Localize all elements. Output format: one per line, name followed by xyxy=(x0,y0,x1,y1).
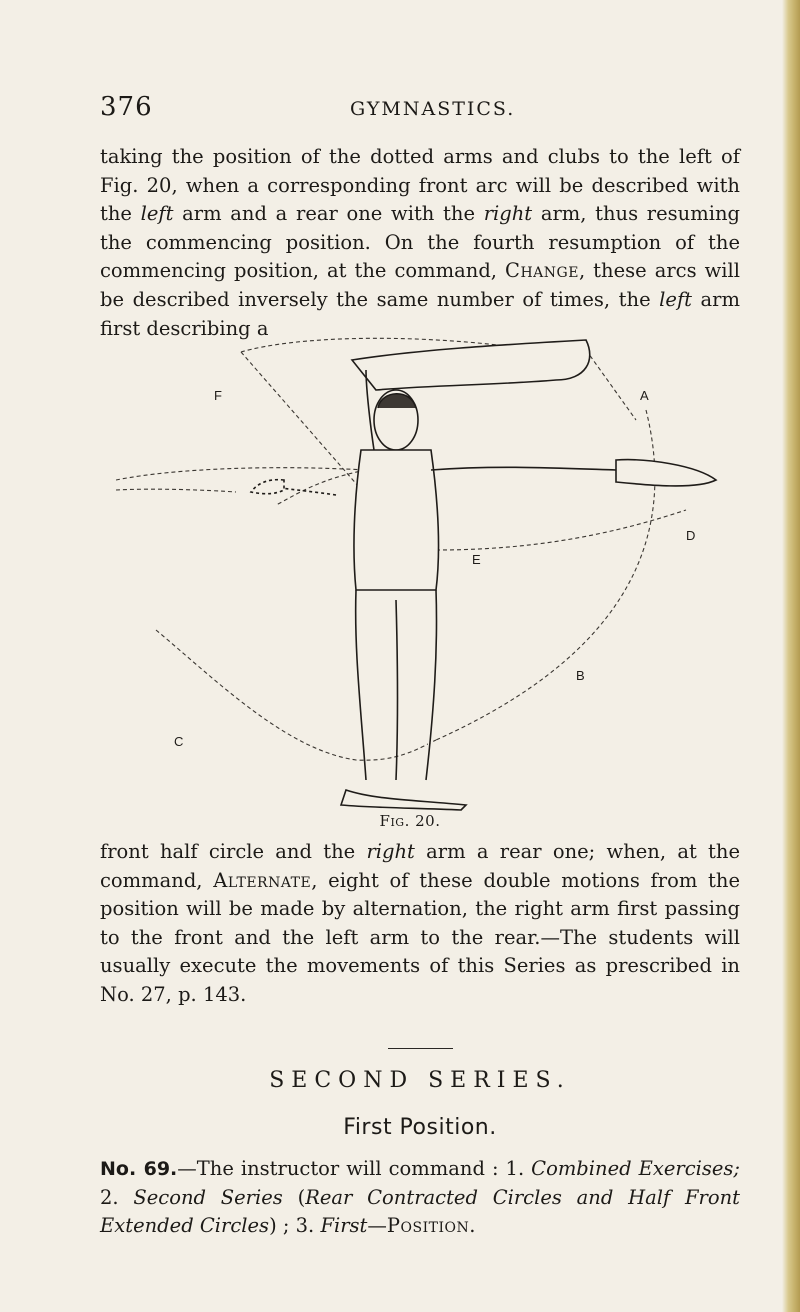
emphasis: right xyxy=(366,840,415,863)
arc-a xyxy=(586,350,636,420)
label-d: D xyxy=(686,528,696,543)
text-run: front half circle and the xyxy=(100,840,367,863)
running-head xyxy=(100,92,740,128)
command-word: Position. xyxy=(386,1214,476,1238)
emphasis: right xyxy=(483,202,533,226)
leg-inner xyxy=(396,600,398,780)
dotted-arm xyxy=(281,488,336,495)
subsection-title: First Position. xyxy=(343,1115,497,1140)
arc-d xyxy=(436,510,686,550)
section-divider xyxy=(388,1048,453,1049)
emphasis: Rear Contracted Circles and Half Front Extended Circles xyxy=(100,1185,740,1238)
text-run: 2. xyxy=(100,1185,134,1209)
command-word: Alternate xyxy=(213,868,312,892)
left-arc-3 xyxy=(116,489,236,492)
text-run: , eight of these double motions from the position will be made by alternation, the right arm first passing to the front and the left arm to the rear.—The students will usually execute the movements of this Series as prescribed in No. 27, p. 143. xyxy=(100,868,740,1006)
page-number: 376 xyxy=(100,92,153,122)
emphasis: Second Series xyxy=(133,1185,283,1209)
paragraph-3 xyxy=(100,1155,740,1241)
text-run: taking the position of the dotted arms and clubs to the left of Fig. 20, when a corresponding front arc will be described with the xyxy=(100,145,740,226)
arc-c xyxy=(156,630,436,760)
text-run: arm, thus resuming the commencing position. On the fourth resumption of the commencing position, at the command, xyxy=(100,202,741,283)
text-run: , these arcs will be described inversely the same number of times, the xyxy=(100,259,741,311)
label-f: F xyxy=(214,388,222,403)
dotted-club xyxy=(251,480,284,494)
emphasis: First xyxy=(320,1214,368,1238)
label-b: B xyxy=(576,668,585,683)
text-run: — xyxy=(367,1214,387,1238)
feet xyxy=(341,790,466,810)
right-leg-outer xyxy=(426,590,437,780)
left-arc xyxy=(116,468,366,480)
paragraph-1 xyxy=(100,143,740,343)
figure-20-illustration xyxy=(116,330,720,835)
section-title: SECOND SERIES. xyxy=(269,1068,571,1093)
label-a: A xyxy=(640,388,649,403)
command-word: Change xyxy=(505,259,579,283)
raised-club xyxy=(352,340,590,390)
figure-caption: Fig. 20. xyxy=(379,812,441,830)
running-title: GYMNASTICS. xyxy=(350,98,516,120)
label-c: C xyxy=(174,734,184,749)
left-leg-outer xyxy=(356,590,366,780)
text-run: arm first describing a xyxy=(100,287,740,340)
text-run: arm a rear one; when, at the command, xyxy=(100,840,740,892)
emphasis: left xyxy=(659,287,693,311)
emphasis: Combined Exercises; xyxy=(531,1157,740,1180)
emphasis: left xyxy=(140,202,174,226)
item-number: No. 69. xyxy=(100,1158,178,1180)
text-run: arm and a rear one with the xyxy=(173,202,484,226)
left-arc-2 xyxy=(276,470,366,505)
label-e: E xyxy=(472,552,481,567)
paragraph-2 xyxy=(100,838,740,1010)
extended-arm xyxy=(431,467,616,470)
text-run: —The instructor will command : 1. xyxy=(177,1157,532,1180)
torso xyxy=(354,450,439,590)
extended-club xyxy=(616,460,716,486)
page-edge-stain xyxy=(782,0,800,1312)
text-run: ( xyxy=(282,1185,306,1209)
text-run: ) ; 3. xyxy=(269,1214,321,1238)
